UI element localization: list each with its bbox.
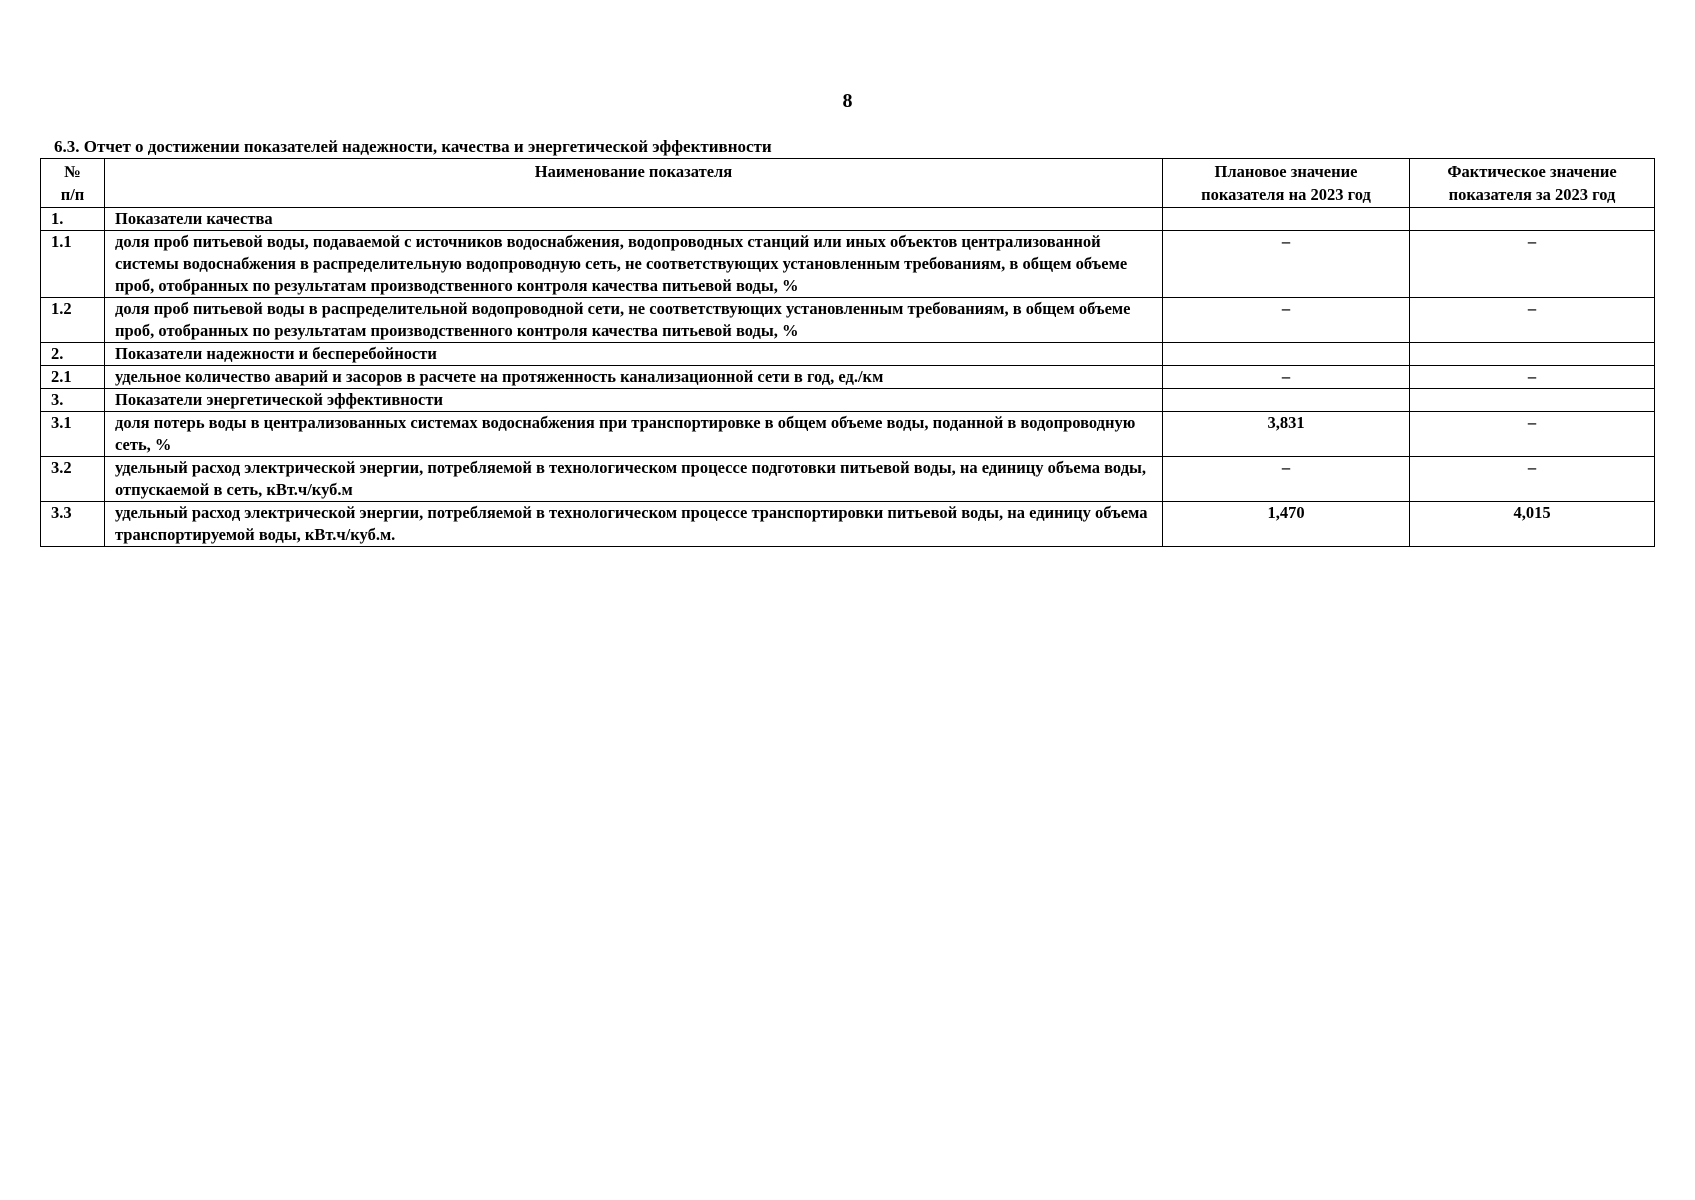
row-plan [1163,389,1410,412]
header-num-line1: № [64,162,81,181]
header-plan-line2: показателя на 2023 год [1201,185,1371,204]
row-plan: – [1163,457,1410,502]
row-fact [1410,208,1655,231]
row-name: доля потерь воды в централизованных системах водоснабжения при транспортировке в общем объеме воды, поданной в водопроводную сеть, % [105,412,1163,457]
table-row [41,412,1655,457]
row-num: 3.3 [41,502,105,547]
row-fact: – [1410,366,1655,389]
row-num: 3.2 [41,457,105,502]
row-name: Показатели качества [105,208,1163,231]
row-num: 1.2 [41,298,105,343]
row-plan: – [1163,366,1410,389]
row-fact [1410,389,1655,412]
row-plan: 3,831 [1163,412,1410,457]
row-num: 1. [41,208,105,231]
header-name: Наименование показателя [105,159,1163,208]
row-plan: – [1163,231,1410,298]
table-row [41,389,1655,412]
header-fact-line2: показателя за 2023 год [1448,185,1616,204]
row-num: 2. [41,343,105,366]
row-plan: 1,470 [1163,502,1410,547]
row-name: удельный расход электрической энергии, потребляемой в технологическом процессе подготовки питьевой воды, на единицу объема воды, отпускаемой в сеть, кВт.ч/куб.м [105,457,1163,502]
section-title: 6.3. Отчет о достижении показателей надежности, качества и энергетической эффективности [54,137,772,156]
indicators-table [40,158,1655,547]
header-plan-line1: Плановое значение [1214,162,1358,181]
row-name: удельный расход электрической энергии, потребляемой в технологическом процессе транспортировки питьевой воды, на единицу объема транспортируемой воды, кВт.ч/куб.м. [105,502,1163,547]
header-num-line2: п/п [60,185,85,204]
row-name: Показатели надежности и бесперебойности [105,343,1163,366]
table-row [41,457,1655,502]
table-row [41,298,1655,343]
table-row [41,366,1655,389]
header-fact-line1: Фактическое значение [1447,162,1617,181]
row-plan [1163,208,1410,231]
table-header-row [41,159,1655,208]
row-fact: 4,015 [1410,502,1655,547]
row-name: доля проб питьевой воды в распределительной водопроводной сети, не соответствующих установленным требованиям, в общем объеме проб, отобранных по результатам производственного контроля качества питьевой воды, % [105,298,1163,343]
row-name: удельное количество аварий и засоров в расчете на протяженность канализационной сети в год, ед./км [105,366,1163,389]
row-num: 3. [41,389,105,412]
table-row [41,343,1655,366]
row-fact: – [1410,298,1655,343]
row-num: 2.1 [41,366,105,389]
row-num: 1.1 [41,231,105,298]
header-plan [1163,159,1410,208]
row-fact: – [1410,457,1655,502]
row-plan [1163,343,1410,366]
row-num: 3.1 [41,412,105,457]
table-row [41,208,1655,231]
row-fact [1410,343,1655,366]
table-row [41,502,1655,547]
table-row [41,231,1655,298]
header-fact [1410,159,1655,208]
row-fact: – [1410,412,1655,457]
page-number: 8 [842,90,853,112]
row-name: Показатели энергетической эффективности [105,389,1163,412]
row-plan: – [1163,298,1410,343]
header-num [41,159,105,208]
row-name: доля проб питьевой воды, подаваемой с источников водоснабжения, водопроводных станций или иных объектов централизованной системы водоснабжения в распределительную водопроводную сеть, не соответствующих установленным требованиям, в общем объеме проб, отобранных по результатам производственного контроля качества питьевой воды, % [105,231,1163,298]
row-fact: – [1410,231,1655,298]
